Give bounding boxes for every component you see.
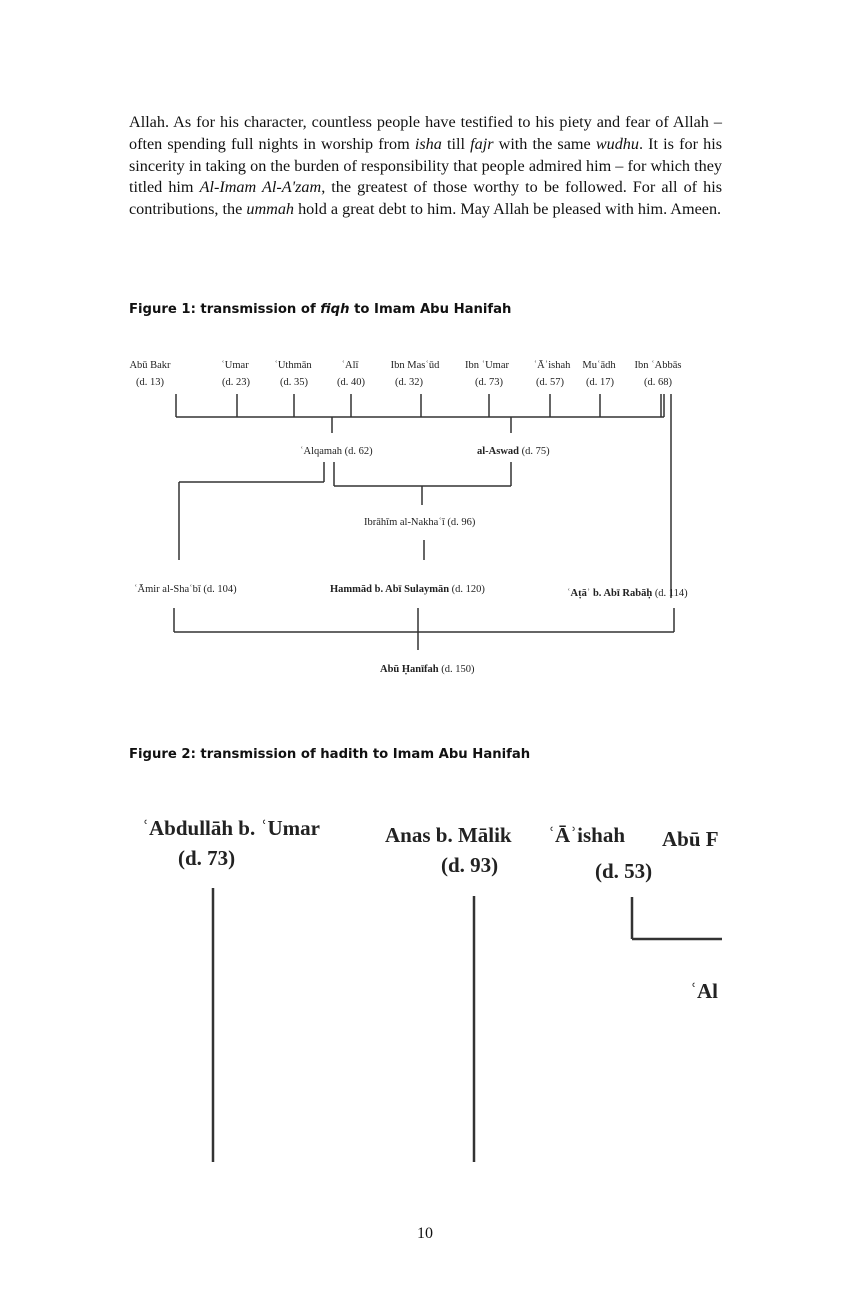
figure1-middle-nodes: [134, 446, 688, 675]
node-abu-bakr-death: (d. 13): [136, 377, 164, 388]
node-muadh-death: (d. 17): [586, 377, 614, 388]
node-abu-bakr: Abū Bakr: [129, 360, 171, 371]
node-abu-hanifah: Abū Ḥanīfah (d. 150): [380, 664, 475, 675]
node-ibn-umar-death: (d. 73): [475, 377, 503, 388]
node-ali-death: (d. 40): [337, 377, 365, 388]
node-al-truncated: ʿAl: [690, 979, 718, 1003]
figure2-caption: Figure 2: transmission of hadith to Imam Abu Hanifah: [129, 747, 531, 762]
body-paragraph: Allah. As for his character, countless people have testified to his piety and fear of Allah – often spending full nights in worship from isha till fajr with the same wudhu. It is for his sincerity in taking on the burden of responsibility that people admired him – for which they titled him Al-Imam Al-A'zam, the greatest of those worthy to be followed. For all of his contributions, the ummah hold a great debt to him. May Allah be pleased with him. Ameen.: [129, 113, 723, 219]
node-aishah-hadith-death: (d. 53): [595, 859, 653, 883]
node-ibn-masud-death: (d. 32): [395, 377, 423, 388]
node-ibn-abbas: Ibn ʿAbbās: [634, 360, 682, 371]
node-ata: ʿAṭāʾ b. Abī Rabāḥ (d. 114): [567, 588, 688, 599]
node-ibn-abbas-death: (d. 68): [644, 377, 672, 388]
node-muadh: Muʿādh: [582, 360, 616, 371]
node-anas: Anas b. Mālik: [385, 823, 512, 847]
node-amir: ʿĀmir al-Shaʿbī (d. 104): [134, 584, 237, 595]
node-aishah: ʿĀʾishah: [533, 360, 571, 371]
term-wudhu: wudhu: [595, 134, 639, 153]
term-ummah: ummah: [246, 200, 295, 219]
figure2-hadith-chain: [128, 800, 722, 1180]
node-anas-death: (d. 93): [441, 853, 499, 877]
figure2-lines: [213, 888, 722, 1162]
node-uthman-death: (d. 35): [280, 377, 308, 388]
page-number: 10: [417, 1225, 433, 1242]
node-ibn-umar: Ibn ʿUmar: [464, 360, 510, 371]
node-abu-truncated: Abū F: [662, 827, 719, 851]
node-aishah-hadith: ʿĀʾishah: [548, 823, 626, 847]
node-hammad: Hammād b. Abī Sulaymān (d. 120): [330, 584, 485, 595]
node-ibrahim: Ibrāhīm al-Nakhaʿī (d. 96): [364, 517, 476, 528]
figure1-fiqh-chain: [128, 350, 728, 690]
term-isha: isha: [414, 134, 442, 153]
node-umar: ʿUmar: [221, 360, 249, 371]
node-alqamah: ʿAlqamah (d. 62): [300, 446, 373, 457]
figure1-caption: Figure 1: transmission of fiqh to Imam Abu Hanifah: [129, 302, 512, 317]
term-fajr: fajr: [470, 134, 494, 153]
node-aishah-death: (d. 57): [536, 377, 564, 388]
node-abdullah: ʿAbdullāh b. ʿUmar: [142, 816, 320, 840]
node-umar-death: (d. 23): [222, 377, 250, 388]
node-ali: ʿAlī: [341, 360, 359, 371]
node-abdullah-death: (d. 73): [178, 846, 236, 870]
node-uthman: ʿUthmān: [274, 360, 312, 371]
node-ibn-masud: Ibn Masʿūd: [390, 360, 440, 371]
node-aswad: al-Aswad (d. 75): [477, 446, 550, 457]
figure1-top-row: [129, 360, 681, 388]
term-title: Al-Imam Al-A'zam: [199, 178, 322, 197]
